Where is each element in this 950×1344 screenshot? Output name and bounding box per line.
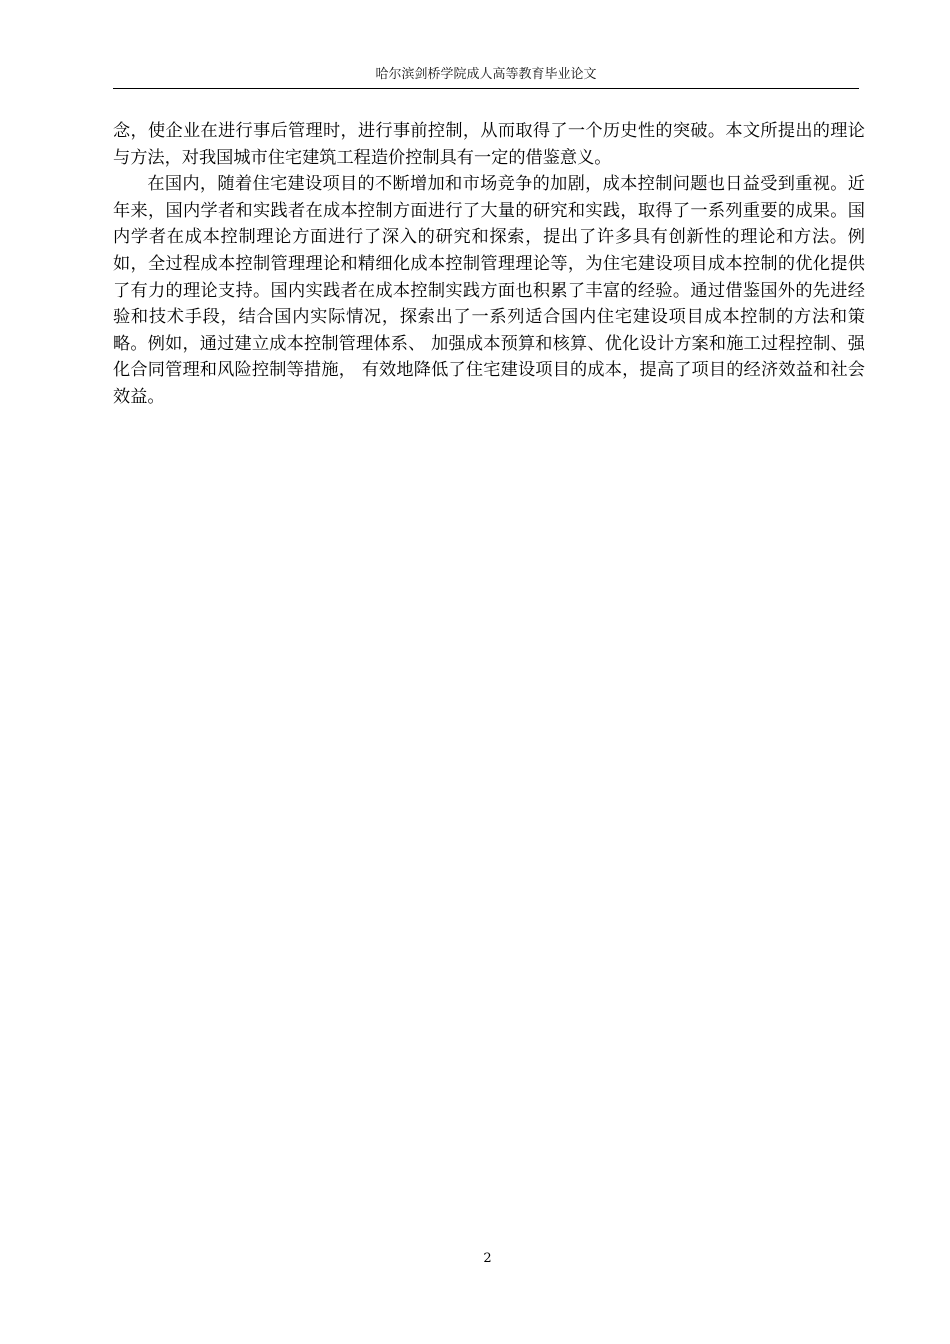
body-text (113, 118, 865, 411)
paragraph-domestic-research: 在国内，随着住宅建设项目的不断增加和市场竞争的加剧，成本控制问题也日益受到重视。近年来，国内学者和实践者在成本控制方面进行了大量的研究和实践，取得了一系列重要的成果。国内学者在成本控制理论方面进行了深入的研究和探索，提出了许多具有创新性的理论和方法。例如，全过程成本控制管理理论和精细化成本控制管理理论等，为住宅建设项目成本控制的优化提供了有力的理论支持。国内实践者在成本控制实践方面也积累了丰富的经验。通过借鉴国外的先进经验和技术手段，结合国内实际情况，探索出了一系列适合国内住宅建设项目成本控制的方法和策略。例如，通过建立成本控制管理体系、 加强成本预算和核算、优化设计方案和施工过程控制、强化合同管理和风险控制等措施， 有效地降低了住宅建设项目的成本，提高了项目的经济效益和社会效益。 (113, 174, 865, 407)
paragraph-continuation: 念，使企业在进行事后管理时，进行事前控制，从而取得了一个历史性的突破。本文所提出的理论与方法，对我国城市住宅建筑工程造价控制具有一定的借鉴意义。 (113, 121, 865, 168)
page-header (113, 64, 859, 89)
header-title: 哈尔滨剑桥学院成人高等教育毕业论文 (375, 67, 597, 82)
page-number: 2 (483, 1251, 492, 1266)
